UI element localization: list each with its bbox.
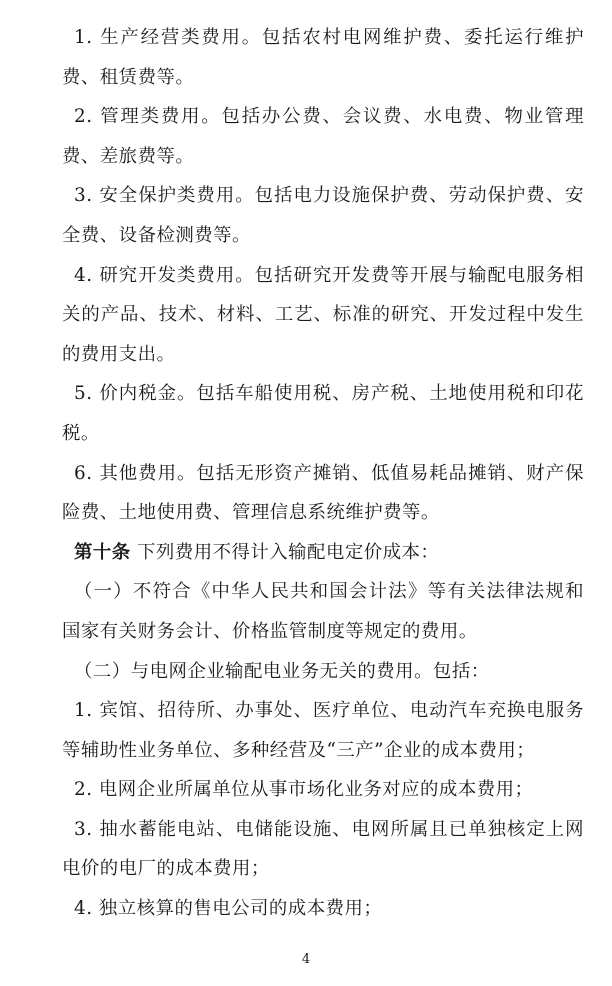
page-number: 4 bbox=[301, 952, 311, 967]
paragraph-text: 2. 管理类费用。包括办公费、会议费、水电费、物业管理费、差旅费等。 bbox=[62, 106, 584, 167]
paragraph-text: （一）不符合《中华人民共和国会计法》等有关法律法规和国家有关财务会计、价格监管制度等规定的费用。 bbox=[62, 581, 584, 642]
paragraph-item-5 bbox=[62, 374, 584, 453]
sub-item-1 bbox=[62, 691, 584, 770]
article-10 bbox=[62, 533, 584, 573]
sub-item-4 bbox=[62, 889, 584, 929]
paragraph-text: 5. 价内税金。包括车船使用税、房产税、土地使用税和印花税。 bbox=[62, 383, 584, 444]
body-text bbox=[62, 18, 584, 929]
paragraph-item-2 bbox=[62, 97, 584, 176]
sub-item-3 bbox=[62, 810, 584, 889]
paragraph-text: 4. 独立核算的售电公司的成本费用； bbox=[74, 898, 383, 920]
paragraph-text: 1. 生产经营类费用。包括农村电网维护费、委托运行维护费、租赁费等。 bbox=[62, 27, 584, 88]
sub-item-2 bbox=[62, 770, 584, 810]
clause-1 bbox=[62, 572, 584, 651]
paragraph-text: （二）与电网企业输配电业务无关的费用。包括： bbox=[74, 660, 490, 682]
paragraph-text: 2. 电网企业所属单位从事市场化业务对应的成本费用； bbox=[74, 779, 534, 801]
paragraph-text: 6. 其他费用。包括无形资产摊销、低值易耗品摊销、财产保险费、土地使用费、管理信息系统维护费等。 bbox=[62, 462, 584, 524]
paragraph-item-6 bbox=[62, 454, 584, 533]
paragraph-text: 4. 研究开发类费用。包括研究开发费等开展与输配电服务相关的产品、技术、材料、工艺、标准的研究、开发过程中发生的费用支出。 bbox=[62, 264, 584, 365]
article-heading: 第十条 bbox=[74, 541, 131, 563]
paragraph-text: 3. 抽水蓄能电站、电储能设施、电网所属且已单独核定上网电价的电厂的成本费用； bbox=[62, 818, 584, 880]
paragraph-item-4 bbox=[62, 256, 584, 375]
clause-2 bbox=[62, 652, 584, 692]
paragraph-item-1 bbox=[62, 18, 584, 97]
paragraph-text: 1. 宾馆、招待所、办事处、医疗单位、电动汽车充换电服务等辅助性业务单位、多种经营及“三产”企业的成本费用； bbox=[62, 700, 584, 761]
paragraph-text: 下列费用不得计入输配电定价成本： bbox=[130, 541, 440, 563]
paragraph-item-3 bbox=[62, 176, 584, 255]
paragraph-text: 3. 安全保护类费用。包括电力设施保护费、劳动保护费、安全费、设备检测费等。 bbox=[62, 185, 584, 246]
